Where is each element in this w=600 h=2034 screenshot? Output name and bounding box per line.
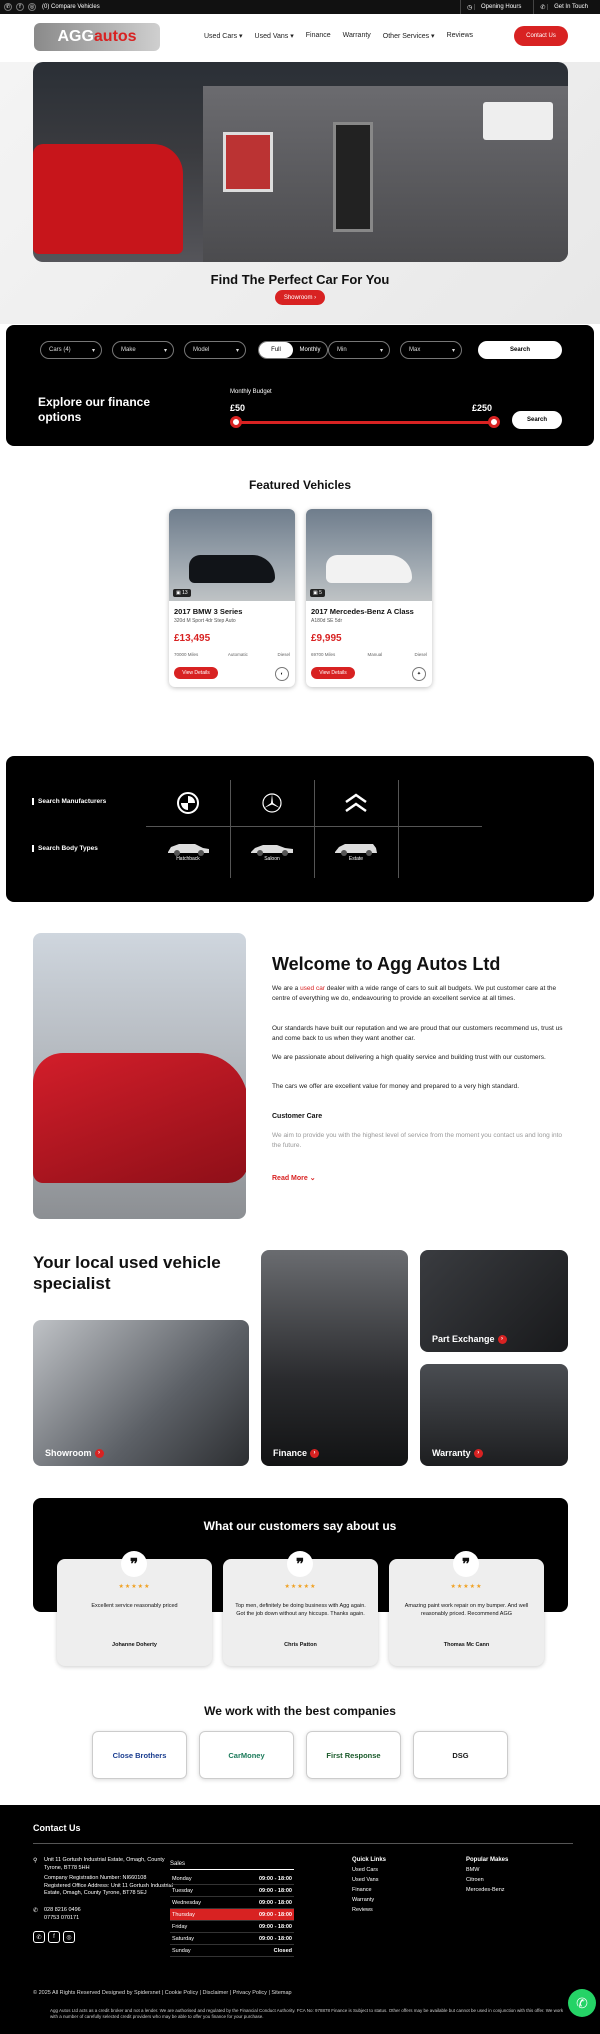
welcome-paragraph-2: Our standards have built our reputation and we are proud that our customers recommend us, trust us and come back to us when they want another car. xyxy=(272,1025,563,1042)
reviewer-name: Thomas Mc Cann xyxy=(443,1642,490,1648)
monthly-price-option[interactable]: Monthly xyxy=(299,347,321,353)
tile-finance[interactable] xyxy=(261,1250,408,1466)
hours-row xyxy=(170,1921,294,1933)
browse-panel xyxy=(6,756,594,902)
vehicle-photo[interactable] xyxy=(306,509,432,601)
car-shape xyxy=(326,555,412,583)
time: 09:00 - 18:00 xyxy=(258,1935,292,1942)
make-link[interactable]: BMW xyxy=(466,1867,480,1873)
budget-label: Monthly Budget xyxy=(230,389,272,395)
reviewer-name: Johanne Doherty xyxy=(112,1642,157,1648)
view-details-button[interactable]: View Details xyxy=(311,667,355,679)
popular-makes-heading: Popular Makes xyxy=(466,1857,509,1863)
reviewer-name: Chris Patton xyxy=(284,1642,317,1648)
copyright-and-policy-links[interactable]: © 2025 All Rights Reserved Designed by Spidersnet | Cookie Policy | Disclaimer | Privacy Policy | Sitemap xyxy=(33,1990,292,1996)
nav-item-warranty[interactable]: Warranty xyxy=(342,32,371,39)
gearbox: Automatic xyxy=(227,652,248,657)
make-link[interactable]: Citroen xyxy=(466,1877,484,1883)
photo-count: 13 xyxy=(182,590,188,596)
mercedes-logo-icon xyxy=(261,792,283,814)
finance-search-button[interactable]: Search xyxy=(512,411,562,429)
price-mode-toggle xyxy=(258,341,328,359)
day: Thursday xyxy=(172,1911,195,1918)
search-button[interactable]: Search xyxy=(478,341,562,359)
view-details-button[interactable]: View Details xyxy=(174,667,218,679)
tile-label xyxy=(273,1448,319,1458)
vehicle-card[interactable] xyxy=(169,509,295,687)
quick-link[interactable]: Finance xyxy=(352,1887,372,1893)
featured-title: Featured Vehicles xyxy=(248,478,352,492)
tile-label xyxy=(432,1448,483,1458)
body-type-label: Saloon xyxy=(264,856,280,862)
partner-carmoney[interactable]: CarMoney xyxy=(199,1731,294,1779)
hours-row xyxy=(170,1885,294,1897)
partner-first-response[interactable]: First Response xyxy=(306,1731,401,1779)
quick-links xyxy=(352,1855,386,1915)
quick-link[interactable]: Used Cars xyxy=(352,1867,378,1873)
fuel: Diesel xyxy=(277,652,290,657)
showroom-button-label: Showroom xyxy=(283,294,313,301)
footer-phone-2[interactable]: 07753 070171 xyxy=(44,1915,80,1921)
welcome-paragraph-3: We are passionate about delivering a high quality service and building trust with our customers. xyxy=(272,1054,546,1061)
used-car-link[interactable]: used car xyxy=(300,985,325,992)
finance-title: Explore our finance options xyxy=(38,395,151,424)
make-select[interactable]: Make ▾ xyxy=(112,341,174,359)
hero-window xyxy=(223,132,273,192)
main-nav xyxy=(0,14,600,62)
tile-text: Part Exchange xyxy=(432,1334,495,1344)
facebook-icon[interactable]: f xyxy=(48,1931,60,1943)
footer-title: Contact Us xyxy=(33,1823,81,1833)
vehicle-price: £9,995 xyxy=(311,633,342,644)
nav-label: Used Vans xyxy=(254,33,289,40)
vehicle-subtitle: 320d M Sport 4dr Step Auto xyxy=(174,618,236,624)
instagram-icon[interactable]: ◎ xyxy=(63,1931,75,1943)
body-hatchback[interactable] xyxy=(146,828,230,874)
partner-dsg[interactable]: DSG xyxy=(413,1731,508,1779)
top-bar xyxy=(0,0,600,14)
customer-care-heading: Customer Care xyxy=(272,1113,323,1120)
time: 09:00 - 18:00 xyxy=(258,1899,292,1906)
gearbox: Manual xyxy=(367,652,383,657)
search-panel xyxy=(6,325,594,446)
bmw-logo-icon xyxy=(177,792,199,814)
whatsapp-float-button[interactable]: ✆ xyxy=(568,1989,596,2017)
nav-menu xyxy=(204,32,473,40)
footer-address: Unit 11 Gortush Industrial Estate, Omagh, County Tyrone, BT78 5HH xyxy=(44,1857,165,1871)
review-text: Excellent service reasonably priced xyxy=(91,1603,178,1609)
make-mercedes[interactable] xyxy=(230,780,314,826)
welcome-image xyxy=(33,933,246,1219)
body-type-label: Hatchback xyxy=(176,856,200,862)
reviews-title: What our customers say about us xyxy=(203,1519,397,1533)
quote-icon: ❞ xyxy=(287,1551,313,1577)
hours-row xyxy=(170,1897,294,1909)
search-manufacturers-label: Search Manufacturers xyxy=(32,798,106,805)
whatsapp-icon[interactable]: ✆ xyxy=(33,1931,45,1943)
mercedes-logo-icon: ✦ xyxy=(412,667,426,681)
max-price-select[interactable]: Max ▾ xyxy=(400,341,462,359)
opening-hours-table xyxy=(170,1873,294,1957)
vehicle-subtitle: A180d SE 5dr xyxy=(311,618,343,624)
grid-divider xyxy=(398,780,399,878)
car-shape xyxy=(189,555,275,583)
welcome-title: Welcome to Agg Autos Ltd xyxy=(272,954,501,974)
bmw-logo-icon: ◐ xyxy=(275,667,289,681)
specialist-title: Your local used vehicle specialist xyxy=(33,1253,221,1293)
tile-showroom[interactable] xyxy=(33,1320,249,1466)
min-price-select[interactable]: Min ▾ xyxy=(328,341,390,359)
footer xyxy=(0,1805,600,2034)
saloon-car-icon xyxy=(249,840,295,856)
hours-row xyxy=(170,1945,294,1957)
citroen-logo-icon xyxy=(342,792,370,814)
budget-min-value: £50 xyxy=(230,403,246,413)
location-pin-icon: ⚲ xyxy=(33,1858,38,1864)
footer-social xyxy=(33,1931,75,1943)
tile-label xyxy=(45,1448,104,1458)
photo-count-badge: ▣ 5 xyxy=(310,589,325,597)
review-card xyxy=(389,1556,544,1666)
make-link[interactable]: Mercedes-Benz xyxy=(466,1887,505,1893)
hours-row xyxy=(170,1873,294,1885)
vehicle-photo[interactable] xyxy=(169,509,295,601)
partners-title: We work with the best companies xyxy=(204,1704,396,1718)
welcome-paragraph-1 xyxy=(272,984,567,1003)
text: dealer with a wide range of cars to suit all budgets. We put customer care at the centre of everything we do, endeavouring to provide an excellent service at all times. xyxy=(272,985,557,1002)
vehicle-card[interactable] xyxy=(306,509,432,687)
vehicle-title[interactable]: 2017 Mercedes-Benz A Class xyxy=(311,607,414,616)
footer-divider xyxy=(33,1843,573,1844)
tile-label xyxy=(432,1334,507,1344)
star-rating: ★★★★★ xyxy=(284,1584,317,1590)
review-card xyxy=(57,1556,212,1666)
day: Sunday xyxy=(172,1947,191,1954)
model-select[interactable]: Model ▾ xyxy=(184,341,246,359)
phone-icon: ✆ xyxy=(33,1908,39,1914)
instagram-icon[interactable]: ◎ xyxy=(29,4,35,10)
vehicle-price: £13,495 xyxy=(174,633,211,644)
review-text: Amazing paint work repair on my bumper. And well reasonably priced. Recommend AGG xyxy=(404,1603,529,1617)
footer-company-info: Company Registration Number: NI660108 Registered Office Address: Unit 11 Gortush Industrial Estate, Omagh, County Tyrone, BT78 5EJ xyxy=(44,1875,173,1896)
facebook-icon[interactable]: f xyxy=(16,3,24,11)
body-estate[interactable] xyxy=(314,828,398,874)
vehicle-specs xyxy=(174,652,290,657)
contact-us-button[interactable]: Contact Us xyxy=(514,26,568,46)
vehicle-title[interactable]: 2017 BMW 3 Series xyxy=(174,607,243,616)
popular-makes xyxy=(466,1855,508,1895)
site-logo[interactable] xyxy=(34,23,160,51)
read-more-link[interactable]: Read More ⌄ xyxy=(272,1175,316,1182)
tile-text: Warranty xyxy=(432,1448,471,1458)
time: Closed xyxy=(273,1947,292,1954)
fuel: Diesel xyxy=(414,652,427,657)
hours-tab-sales[interactable]: Sales xyxy=(170,1861,294,1870)
opening-hours-label: Opening Hours xyxy=(474,4,527,10)
search-body-types-label: Search Body Types xyxy=(32,845,98,852)
tile-text: Showroom xyxy=(45,1448,92,1458)
quote-icon: ❞ xyxy=(453,1551,479,1577)
time: 09:00 - 18:00 xyxy=(258,1911,292,1918)
day: Saturday xyxy=(172,1935,195,1942)
day: Wednesday xyxy=(172,1899,201,1906)
partner-close-brothers[interactable]: Close Brothers xyxy=(92,1731,187,1779)
budget-slider-track[interactable] xyxy=(236,421,494,424)
logo-text-a: AGG xyxy=(57,28,94,45)
photo-count: 5 xyxy=(319,590,322,596)
vehicle-type-select[interactable]: Cars (4) ▾ xyxy=(40,341,102,359)
body-type-label: Estate xyxy=(348,856,364,862)
text: We are a xyxy=(272,985,301,992)
budget-slider-min-handle[interactable] xyxy=(230,416,242,428)
star-rating: ★★★★★ xyxy=(118,1584,151,1590)
nav-item-reviews[interactable]: Reviews xyxy=(446,32,474,39)
nav-item-other-services[interactable]: Other Services ▾ xyxy=(382,33,435,40)
nav-label: Other Services xyxy=(382,33,430,40)
footer-phone-1[interactable]: 028 8216 0496 xyxy=(44,1907,81,1913)
hours-row-today xyxy=(170,1909,294,1921)
day: Monday xyxy=(172,1875,192,1882)
quick-link[interactable]: Reviews xyxy=(352,1907,373,1913)
photo-count-badge: ▣ 13 xyxy=(173,589,191,597)
showroom-button[interactable]: Showroom › xyxy=(275,290,325,305)
full-price-option[interactable]: Full xyxy=(259,342,293,358)
quote-icon: ❞ xyxy=(121,1551,147,1577)
arrow-right-icon: › xyxy=(474,1449,483,1458)
tile-text: Finance xyxy=(273,1448,308,1458)
hero-red-van xyxy=(33,144,183,254)
hero-door xyxy=(333,122,373,232)
estate-car-icon xyxy=(333,840,379,856)
tile-warranty[interactable] xyxy=(420,1364,568,1466)
review-card xyxy=(223,1556,378,1666)
get-in-touch-label: Get In Touch xyxy=(547,4,594,10)
vehicle-specs xyxy=(311,652,427,657)
time: 09:00 - 18:00 xyxy=(258,1923,292,1930)
tile-part-exchange[interactable] xyxy=(420,1250,568,1352)
hero-image xyxy=(33,62,568,262)
mileage: 70000 Miles xyxy=(174,652,199,657)
arrow-right-icon: › xyxy=(310,1449,319,1458)
nav-item-used-cars[interactable]: Used Cars ▾ xyxy=(204,33,243,40)
arrow-right-icon: › xyxy=(95,1449,104,1458)
opening-hours-link[interactable]: ◷ Opening Hours xyxy=(460,0,533,14)
welcome-paragraph-4: The cars we offer are excellent value for money and prepared to a very high standard. xyxy=(272,1083,520,1090)
mileage: 69700 Miles xyxy=(311,652,336,657)
star-rating: ★★★★★ xyxy=(450,1584,483,1590)
quick-link[interactable]: Warranty xyxy=(352,1897,375,1903)
legal-notice: Agg Autos Ltd acts as a credit broker and not a lender. We are authorised and regulated by the Financial Conduct Authority. FCA No: 978878 Finance is Subject to status. Other offers may be available but cannot be used in conjunction with this offer. We work with a number of carefully selected credit providers who may be able to offer you finance for your purchase. xyxy=(50,2008,564,2019)
day: Tuesday xyxy=(172,1887,193,1894)
read-more-label: Read More xyxy=(272,1175,308,1182)
whatsapp-icon[interactable]: ✆ xyxy=(5,4,11,10)
quick-links-heading: Quick Links xyxy=(352,1857,387,1863)
get-in-touch-link[interactable]: ✆ Get In Touch xyxy=(533,0,600,14)
red-car-image xyxy=(33,1053,246,1183)
welcome-paragraph-5: We aim to provide you with the highest level of service from the moment you contact us and long into the future. xyxy=(272,1132,563,1149)
hours-row xyxy=(170,1933,294,1945)
make-citroen[interactable] xyxy=(314,780,398,826)
logo-text-b: autos xyxy=(93,28,137,45)
time: 09:00 - 18:00 xyxy=(258,1887,292,1894)
day: Friday xyxy=(172,1923,188,1930)
arrow-right-icon: › xyxy=(498,1335,507,1344)
nav-item-used-vans[interactable]: Used Vans ▾ xyxy=(254,33,294,40)
hatchback-car-icon xyxy=(165,840,211,856)
nav-label: Used Cars xyxy=(204,33,238,40)
budget-slider-max-handle[interactable] xyxy=(488,416,500,428)
grid-divider xyxy=(146,826,482,827)
budget-max-value: £250 xyxy=(472,403,493,413)
body-saloon[interactable] xyxy=(230,828,314,874)
make-bmw[interactable] xyxy=(146,780,230,826)
compare-vehicles-link[interactable]: (0) Compare Vehicles xyxy=(42,4,100,10)
nav-item-finance[interactable]: Finance xyxy=(305,32,331,39)
review-text: Top men, definitely be doing business with Agg again. Got the job down without any hiccups. Thanks again. xyxy=(235,1603,366,1617)
hero-title: Find The Perfect Car For You xyxy=(210,272,390,287)
time: 09:00 - 18:00 xyxy=(258,1875,292,1882)
quick-link[interactable]: Used Vans xyxy=(352,1877,379,1883)
hero-sign xyxy=(483,102,553,140)
